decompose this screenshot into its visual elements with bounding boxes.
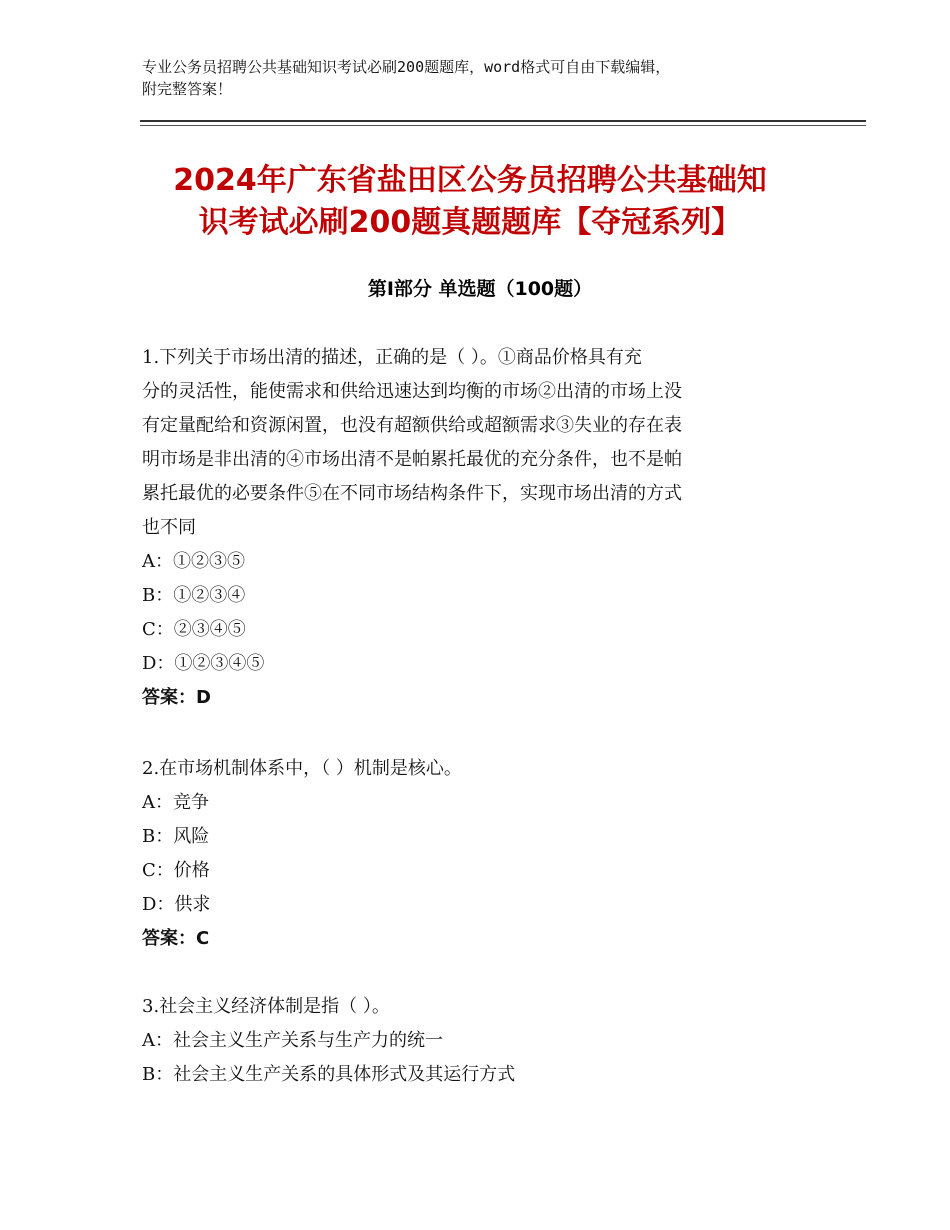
option-a: A：社会主义生产关系与生产力的统一	[142, 1030, 443, 1051]
option-a: A：①②③⑤	[142, 551, 245, 572]
header-note-line: 专业公务员招聘公共基础知识考试必刷200题题库，word格式可自由下载编辑，	[142, 58, 671, 76]
question-stem-line: 也不同	[142, 517, 196, 538]
question-stem	[142, 752, 822, 786]
option-d: D：①②③④⑤	[142, 653, 265, 674]
document-title-line: 2024年广东省盐田区公务员招聘公共基础知	[173, 163, 767, 198]
answer: 答案：C	[142, 928, 210, 949]
option-b: B：①②③④	[142, 585, 246, 606]
option-c: C：②③④⑤	[142, 619, 246, 640]
document-title-line: 识考试必刷200题真题题库【夺冠系列】	[198, 205, 742, 240]
question-2	[142, 752, 822, 956]
option-c: C：价格	[142, 860, 210, 881]
header-divider-thick	[140, 120, 866, 122]
document-title	[120, 160, 820, 244]
question-stem-line: 有定量配给和资源闲置，也没有超额供给或超额需求③失业的存在表	[142, 415, 682, 436]
question-stem-line: 2.在市场机制体系中，（ ）机制是核心。	[142, 758, 462, 779]
question-stem	[142, 990, 822, 1024]
question-stem-line: 累托最优的必要条件⑤在不同市场结构条件下，实现市场出清的方式	[142, 483, 682, 504]
header-divider-thin	[140, 125, 866, 126]
question-stem-line: 1.下列关于市场出清的描述，正确的是（ ）。①商品价格具有充	[142, 347, 642, 368]
option-b: B：社会主义生产关系的具体形式及其运行方式	[142, 1064, 516, 1085]
question-3	[142, 990, 822, 1092]
option-b: B：风险	[142, 826, 210, 847]
question-stem-line: 分的灵活性，能使需求和供给迅速达到均衡的市场②出清的市场上没	[142, 381, 682, 402]
answer: 答案：D	[142, 687, 211, 708]
question-stem	[142, 341, 822, 545]
question-stem-line: 3.社会主义经济体制是指（ ）。	[142, 996, 390, 1017]
option-a: A：竞争	[142, 792, 209, 813]
question-1	[142, 341, 822, 715]
section-heading: 第Ⅰ部分 单选题（100题）	[367, 278, 593, 300]
header-note	[142, 56, 822, 100]
header-note-line: 附完整答案！	[142, 80, 233, 98]
option-d: D：供求	[142, 894, 211, 915]
question-stem-line: 明市场是非出清的④市场出清不是帕累托最优的充分条件，也不是帕	[142, 449, 682, 470]
